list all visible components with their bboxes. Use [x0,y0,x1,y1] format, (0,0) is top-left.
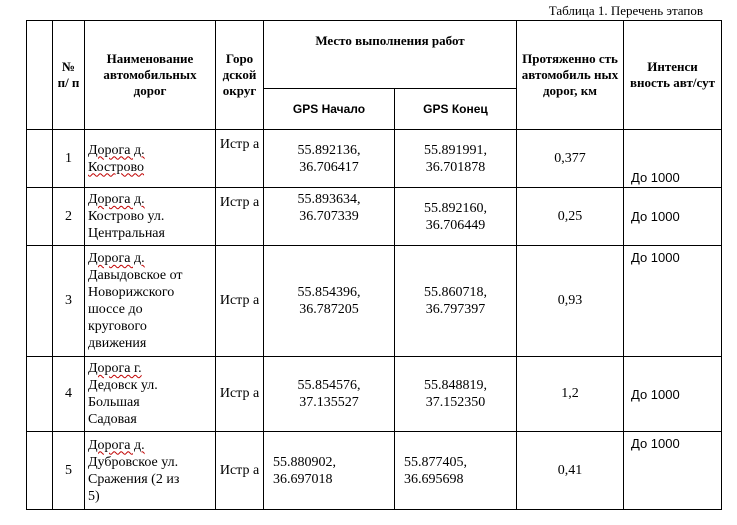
row-num: 4 [53,357,85,432]
road-name-line1: Дорога д. [88,192,145,207]
blank-cell [27,130,53,188]
road-name [85,130,216,188]
table-row [27,246,722,357]
city-cell: Истр а [216,130,264,188]
length-cell: 0,41 [517,432,624,510]
table-row [27,432,722,510]
blank-cell [27,432,53,510]
gps-start-cell: 55.854396, 36.787205 [264,246,395,357]
header-intensity: Интенси вность авт/сут [624,21,722,130]
intensity-cell: До 1000 [624,432,722,510]
gps-end-cell: 55.891991, 36.701878 [395,130,517,188]
road-name-rest: Дедовск ул. Большая Садовая [88,378,158,427]
header-gps-start: GPS Начало [264,89,395,130]
city-cell: Истр а [216,188,264,246]
header-gps-end: GPS Конец [395,89,517,130]
gps-end-cell: 55.892160, 36.706449 [395,188,517,246]
road-name-rest: Давыдовское от Новорижского шоссе до кругового движения [88,268,183,351]
header-name: Наименование автомобильных дорог [85,21,216,130]
header-city: Горо дской округ [216,21,264,130]
road-name [85,188,216,246]
blank-cell [27,357,53,432]
blank-cell [27,188,53,246]
length-cell: 1,2 [517,357,624,432]
gps-end-cell: 55.860718, 36.797397 [395,246,517,357]
length-cell: 0,25 [517,188,624,246]
header-place: Место выполнения работ [264,21,517,89]
gps-start-cell: 55.892136, 36.706417 [264,130,395,188]
gps-end-cell: 55.848819, 37.152350 [395,357,517,432]
gps-start-cell: 55.880902, 36.697018 [264,432,395,510]
table-row [27,357,722,432]
row-num: 2 [53,188,85,246]
road-name [85,246,216,357]
road-name-rest: Кострово ул. Центральная [88,209,165,241]
city-cell: Истр а [216,246,264,357]
city-cell: Истр а [216,357,264,432]
table-row [27,130,722,188]
road-name-line1: Дорога г. [88,361,142,376]
intensity-cell: До 1000 [624,357,722,432]
road-name-line1: Дорога д. [88,437,145,453]
intensity-cell: До 1000 [624,188,722,246]
blank-header [27,21,53,130]
road-name-line1: Дорога д. [88,142,145,158]
gps-end-cell: 55.877405, 36.695698 [395,432,517,510]
row-num: 3 [53,246,85,357]
city-cell: Истр а [216,432,264,510]
table-caption: Таблица 1. Перечень этапов [548,3,703,18]
gps-start-cell: 55.893634, 36.707339 [264,188,395,246]
road-name-line1: Дорога д. [88,251,145,266]
road-name [85,432,216,510]
road-name-rest: Дубровское ул. Сражения (2 из 5) [88,454,180,504]
gps-start-cell: 55.854576, 37.135527 [264,357,395,432]
table-row [27,188,722,246]
row-num: 1 [53,130,85,188]
blank-cell [27,246,53,357]
road-name-rest: Кострово [88,159,145,175]
length-cell: 0,93 [517,246,624,357]
header-length: Протяженно сть автомобиль ных дорог, км [517,21,624,130]
length-cell: 0,377 [517,130,624,188]
row-num: 5 [53,432,85,510]
stages-table [26,20,722,510]
road-name [85,357,216,432]
intensity-cell: До 1000 [624,246,722,357]
intensity-cell: До 1000 [624,130,722,188]
header-num: № п/ п [53,21,85,130]
